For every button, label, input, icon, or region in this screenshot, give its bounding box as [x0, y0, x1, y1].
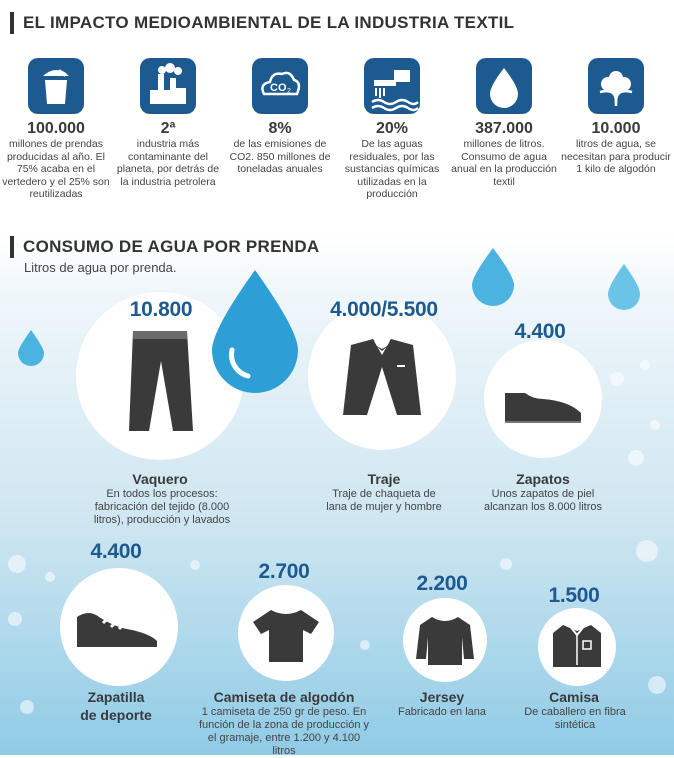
- stat-desc: millones de litros. Consumo de agua anual en la producción textil: [451, 138, 557, 188]
- bubble: [190, 560, 200, 570]
- section-subtitle: Litros de agua por prenda.: [24, 260, 177, 275]
- garment-value: 1.500: [548, 584, 600, 607]
- garment-name: Jersey: [419, 689, 465, 705]
- garment-note: Traje de chaqueta de lana de mujer y hombre: [326, 488, 442, 513]
- garment-name: Camiseta de algodón: [213, 689, 355, 705]
- stat-desc: De las aguas residuales, por las sustancias químicas utilizadas en la producción: [344, 138, 440, 200]
- garment-value: 2.700: [258, 560, 310, 583]
- garment-value: 2.200: [416, 572, 468, 595]
- water-drop-icon: [476, 58, 532, 114]
- garment-value: 4.400: [90, 540, 142, 563]
- cotton-icon: [588, 58, 644, 114]
- suit-icon: [311, 305, 453, 447]
- bubble: [648, 676, 666, 694]
- garment-note: En todos los procesos: fabricación del tejido (8.000 litros), producción y lavados: [93, 488, 231, 526]
- garment-note: 1 camiseta de 250 gr de peso. En función de la zona de producción y el gramaje, entre 1.200 y 4.100 litros: [198, 706, 369, 757]
- stat-item: [112, 58, 224, 188]
- stat-value: 10.000: [591, 120, 641, 137]
- tshirt-icon: [241, 588, 331, 678]
- section-title: CONSUMO DE AGUA POR PRENDA: [23, 237, 320, 256]
- garment-value: 4.400: [514, 320, 566, 343]
- svg-text:2: 2: [287, 88, 291, 95]
- wastewater-icon: [364, 58, 420, 114]
- stat-desc: millones de prendas producidas al año. El 75% acaba en el vertedero y el 25% son reutilizadas: [2, 138, 110, 200]
- garment-name: Zapatos: [516, 471, 570, 487]
- bubble: [500, 558, 512, 570]
- page-title: EL IMPACTO MEDIOAMBIENTAL DE LA INDUSTRIA TEXTIL: [23, 13, 515, 32]
- bubble: [45, 572, 55, 582]
- garment-name: Traje: [367, 471, 401, 487]
- bubble: [650, 420, 660, 430]
- stat-value: 387.000: [475, 120, 533, 137]
- garment-name: Camisa: [549, 689, 599, 705]
- title-bar: [10, 12, 14, 34]
- garment-circle: [308, 302, 456, 450]
- water-drop-icon: [608, 264, 640, 310]
- garment-note: Unos zapatos de piel alcanzan los 8.000 litros: [483, 488, 602, 513]
- stat-item: [336, 58, 448, 201]
- stat-desc: industria más contaminante del planeta, por detrás de la industria petrolera: [116, 138, 220, 188]
- shirt-icon: [541, 611, 613, 683]
- co2-cloud-icon: [252, 58, 308, 114]
- bubble: [636, 540, 658, 562]
- garment-circle: [403, 598, 487, 682]
- garment-value: 10.800: [129, 298, 193, 321]
- bubble: [640, 360, 650, 370]
- stat-item: [0, 58, 112, 201]
- garment-name: Zapatilla de deporte: [80, 689, 152, 723]
- stat-item: [224, 58, 336, 176]
- shoe-icon: [487, 343, 599, 455]
- garment-circle: [60, 568, 178, 686]
- bubble: [8, 555, 26, 573]
- garment-circle: [238, 585, 334, 681]
- water-drop-icon: [472, 248, 514, 306]
- stat-desc: de las emisiones de CO2. 850 millones de toneladas anuales: [229, 138, 331, 175]
- bubble: [610, 372, 624, 386]
- big-water-drop-icon: [212, 270, 298, 394]
- consumo-title-row: [10, 236, 320, 258]
- garment-circle: [538, 608, 616, 686]
- water-drop-icon: [18, 330, 44, 366]
- stat-item: [448, 58, 560, 188]
- stat-value: 2ª: [160, 120, 176, 137]
- svg-text:CO: CO: [270, 82, 287, 94]
- garment-circle: [484, 340, 602, 458]
- stat-value: 8%: [268, 120, 292, 137]
- stat-desc: litros de agua, se necesitan para producir 1 kilo de algodón: [561, 138, 671, 175]
- bubble: [20, 700, 34, 714]
- title-bar: [10, 236, 14, 258]
- garment-value: 4.000/5.500: [330, 298, 438, 321]
- sneaker-icon: [63, 571, 175, 683]
- stat-value: 20%: [375, 120, 409, 137]
- sweater-icon: [406, 601, 484, 679]
- bubble: [360, 640, 370, 650]
- stat-value: 100.000: [27, 120, 85, 137]
- header-title-row: [10, 12, 514, 34]
- bubble: [8, 612, 22, 626]
- factory-icon: [140, 58, 196, 114]
- trash-bin-icon: [28, 58, 84, 114]
- stat-item: [560, 58, 672, 176]
- garment-name: Vaquero: [132, 471, 188, 487]
- bubble: [628, 450, 644, 466]
- garment-note: De caballero en fibra sintética: [524, 706, 626, 731]
- garment-note: Fabricado en lana: [397, 706, 487, 718]
